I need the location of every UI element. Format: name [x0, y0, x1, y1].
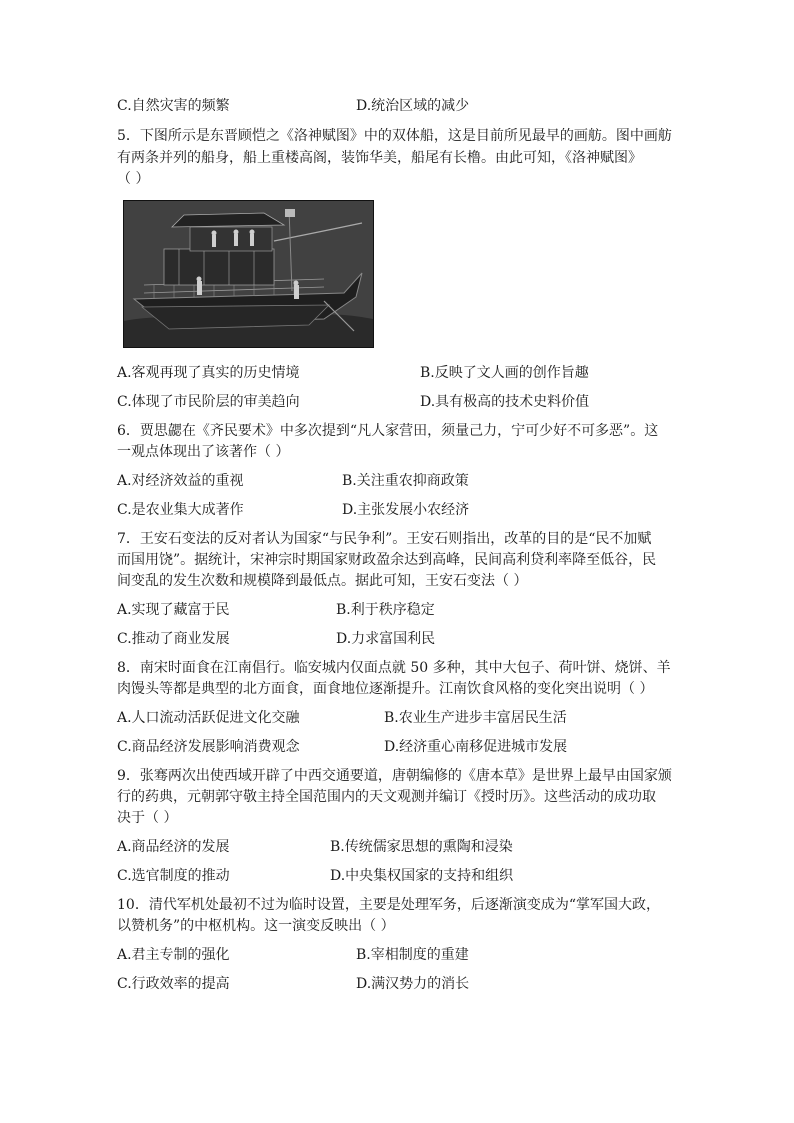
q9-stem-line-3: 决于（ ）: [117, 810, 178, 826]
q9-stem-line-1: 9．张骞两次出使西域开辟了中西交通要道，唐朝编修的《唐本草》是世界上最早由国家颁: [117, 768, 672, 784]
q8-option-a: A.人口流动活跃促进文化交融: [117, 710, 300, 726]
q7-stem-line-3: 间变乱的发生次数和规模降到最低点。据此可知，王安石变法（ ）: [117, 573, 528, 589]
q5-option-b: B.反映了文人画的创作旨趣: [420, 365, 589, 381]
q10-stem-line-1: 10．清代军机处最初不过为临时设置，主要是处理军务，后逐渐演变成为“掌军国大政，: [117, 897, 660, 913]
q5-stem-line-3: （ ）: [117, 171, 150, 187]
q4-option-d: D.统治区域的减少: [356, 98, 470, 114]
painted-boat-illustration: [123, 200, 374, 348]
q10-option-d: D.满汉势力的消长: [356, 976, 470, 992]
q8-stem-line-2: 肉馒头等都是典型的北方面食，面食地位逐渐提升。江南饮食风格的变化突出说明（ ）: [117, 681, 654, 697]
q4-option-c: C.自然灾害的频繁: [117, 98, 230, 114]
q6-option-c: C.是农业集大成著作: [117, 502, 244, 518]
q5-stem-line-2: 有两条并列的船身，船上重楼高阁，装饰华美，船尾有长橹。由此可知，《洛神赋图》: [117, 150, 642, 166]
q5-stem-line-1: 5．下图所示是东晋顾恺之《洛神赋图》中的双体船，这是目前所见最早的画舫。图中画舫: [117, 128, 672, 144]
q9-stem-line-2: 行的药典，元朝郭守敬主持全国范围内的天文观测并编订《授时历》。这些活动的成功取: [117, 789, 656, 805]
q8-option-b: B.农业生产进步丰富居民生活: [384, 710, 567, 726]
q7-stem-line-2: 而国用饶”。据统计，宋神宗时期国家财政盈余达到高峰，民间高利贷利率降至低谷，民: [117, 552, 657, 568]
q6-stem-line-1: 6．贾思勰在《齐民要术》中多次提到“凡人家营田，须量己力，宁可少好不可多恶”。这: [117, 423, 659, 439]
q5-option-d: D.具有极高的技术史料价值: [420, 394, 590, 410]
q6-option-d: D.主张发展小农经济: [342, 502, 470, 518]
q10-option-b: B.宰相制度的重建: [356, 947, 469, 963]
q10-stem-line-2: 以赞机务”的中枢机构。这一演变反映出（ ）: [117, 918, 395, 934]
q9-option-d: D.中央集权国家的支持和组织: [330, 868, 514, 884]
q7-stem-line-1: 7．王安石变法的反对者认为国家“与民争利”。王安石则指出，改革的目的是“民不加赋: [117, 531, 652, 547]
q6-option-a: A.对经济效益的重视: [117, 473, 244, 489]
q10-option-c: C.行政效率的提高: [117, 976, 230, 992]
q7-option-d: D.力求富国利民: [336, 631, 436, 647]
q7-option-b: B.利于秩序稳定: [336, 602, 435, 618]
q8-stem-line-1: 8．南宋时面食在江南倡行。临安城内仅面点就 50 多种，其中大包子、荷叶饼、烧饼、羊: [117, 660, 671, 676]
q6-stem-line-2: 一观点体现出了该著作（ ）: [117, 444, 290, 460]
q9-option-a: A.商品经济的发展: [117, 839, 230, 855]
q7-option-a: A.实现了藏富于民: [117, 602, 230, 618]
q10-option-a: A.君主专制的强化: [117, 947, 230, 963]
q5-option-a: A.客观再现了真实的历史情境: [117, 365, 300, 381]
q9-option-b: B.传统儒家思想的熏陶和浸染: [330, 839, 513, 855]
q6-option-b: B.关注重农抑商政策: [342, 473, 469, 489]
q5-option-c: C.体现了市民阶层的审美趋向: [117, 394, 300, 410]
q7-option-c: C.推动了商业发展: [117, 631, 230, 647]
q9-option-c: C.选官制度的推动: [117, 868, 230, 884]
q8-option-d: D.经济重心南移促进城市发展: [384, 739, 568, 755]
q8-option-c: C.商品经济发展影响消费观念: [117, 739, 300, 755]
